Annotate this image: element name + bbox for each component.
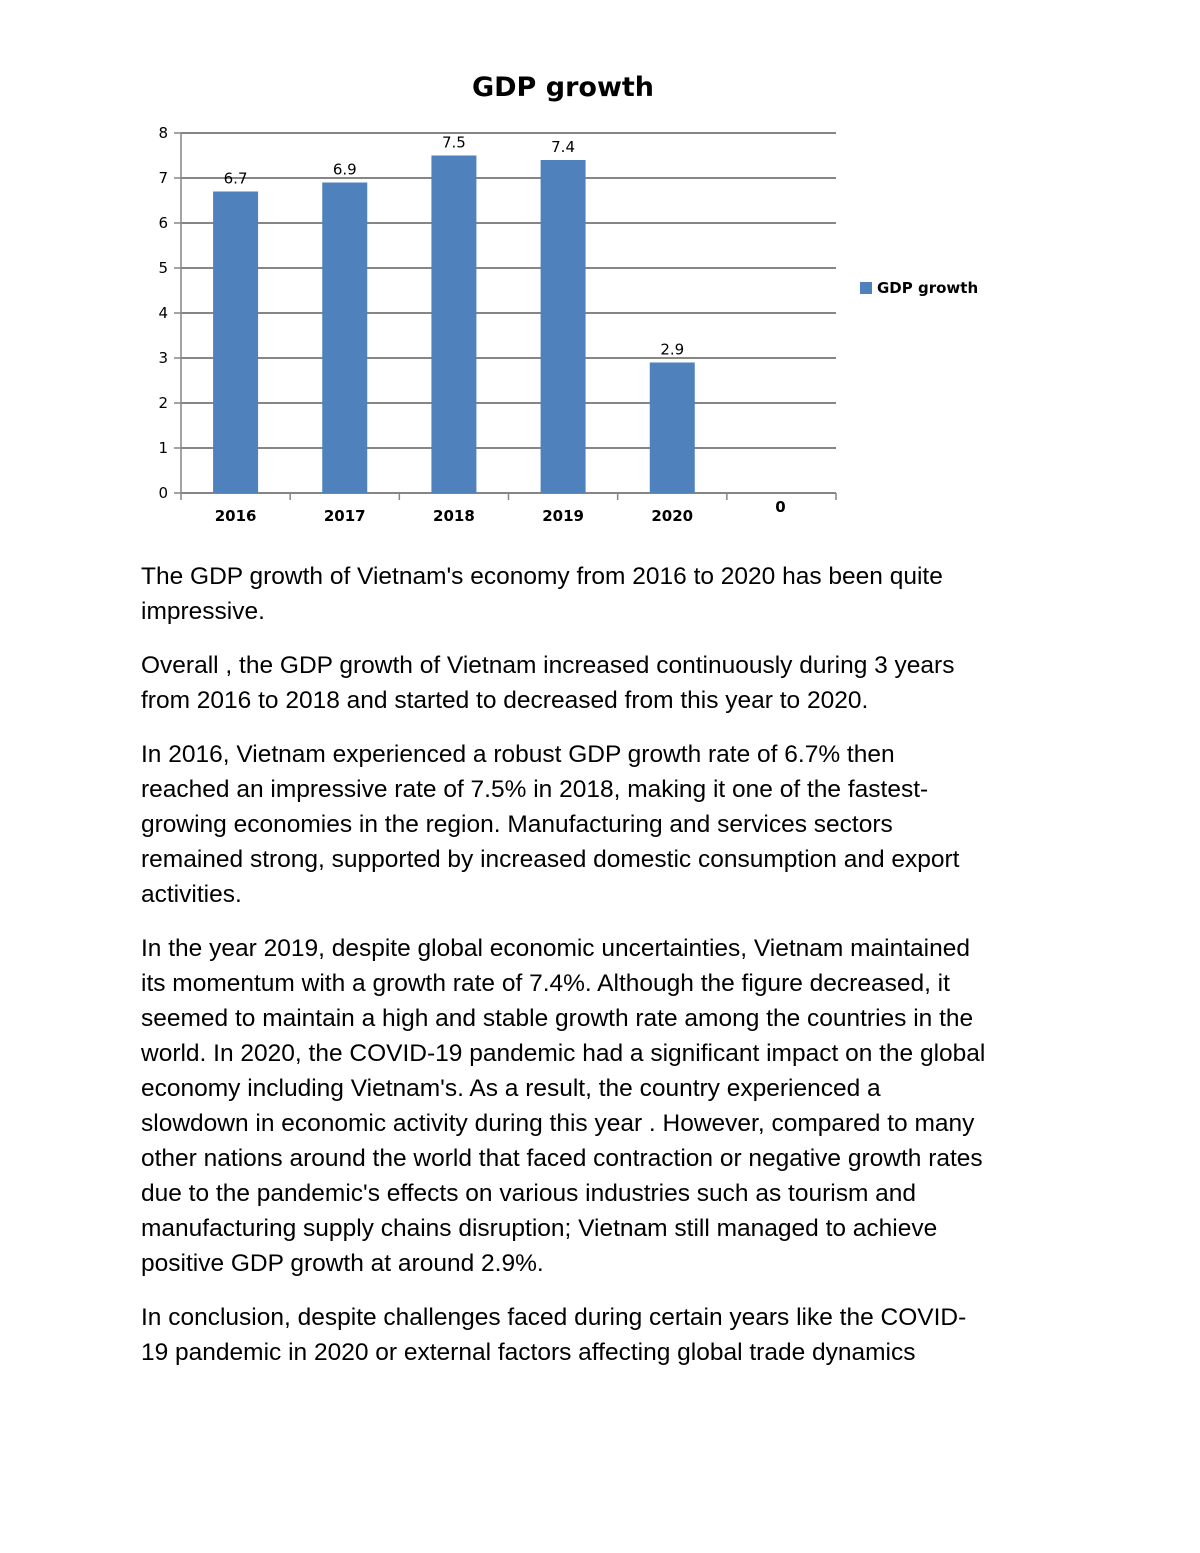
paragraph-line: The GDP growth of Vietnam's economy from 2016 to 2020 has been quite xyxy=(141,563,943,590)
paragraph-line: In conclusion, despite challenges faced during certain years like the COVID- xyxy=(141,1304,967,1331)
paragraph-line: economy including Vietnam's. As a result, the country experienced a xyxy=(141,1075,881,1102)
y-tick-label: 6 xyxy=(158,214,168,232)
paragraph xyxy=(141,648,1061,718)
y-tick-label: 2 xyxy=(158,394,168,412)
paragraph-line: other nations around the world that faced contraction or negative growth rates xyxy=(141,1145,983,1172)
chart-title: GDP growth xyxy=(471,72,655,103)
y-tick-label: 7 xyxy=(158,169,168,187)
y-tick-label: 5 xyxy=(158,259,168,277)
x-tick-label: 2019 xyxy=(542,507,584,525)
y-tick-label: 1 xyxy=(158,439,168,457)
paragraph-line: growing economies in the region. Manufacturing and services sectors xyxy=(141,811,893,838)
paragraph-line: activities. xyxy=(141,881,242,908)
paragraph-line: manufacturing supply chains disruption; Vietnam still managed to achieve xyxy=(141,1215,938,1242)
paragraph-line: Overall , the GDP growth of Vietnam increased continuously during 3 years xyxy=(141,652,955,679)
paragraph-line: 19 pandemic in 2020 or external factors affecting global trade dynamics xyxy=(141,1339,916,1366)
x-tick-label: 2016 xyxy=(214,507,257,525)
y-tick-label: 0 xyxy=(158,484,168,502)
paragraph xyxy=(141,737,1061,912)
paragraph-line: from 2016 to 2018 and started to decreased from this year to 2020. xyxy=(141,687,869,714)
paragraph xyxy=(141,1300,1061,1370)
bar-2017 xyxy=(322,183,367,494)
data-label: 7.4 xyxy=(551,138,576,156)
document-body xyxy=(141,559,1061,1389)
bar-2018 xyxy=(431,156,476,494)
paragraph-line: remained strong, supported by increased domestic consumption and export xyxy=(141,846,960,873)
y-tick-label: 3 xyxy=(158,349,168,367)
paragraph xyxy=(141,559,1061,629)
data-label: 2.9 xyxy=(660,340,685,359)
data-label: 6.9 xyxy=(332,160,357,179)
paragraph-line: seemed to maintain a high and stable growth rate among the countries in the xyxy=(141,1005,974,1032)
x-tick-label: 2020 xyxy=(651,507,694,525)
legend-label: GDP growth xyxy=(877,279,979,297)
data-label: 6.7 xyxy=(223,169,248,188)
y-tick-label: 4 xyxy=(158,304,168,322)
gdp-growth-chart xyxy=(0,0,1200,545)
bar-2016 xyxy=(213,192,258,494)
paragraph-line: impressive. xyxy=(141,598,265,625)
x-tick-label: 2018 xyxy=(433,507,475,525)
paragraph-line: In the year 2019, despite global economic uncertainties, Vietnam maintained xyxy=(141,935,970,962)
paragraph-line: due to the pandemic's effects on various industries such as tourism and xyxy=(141,1180,917,1207)
y-tick-label: 8 xyxy=(158,124,168,142)
legend-swatch xyxy=(860,282,872,294)
bar-2019 xyxy=(541,160,586,493)
paragraph-line: reached an impressive rate of 7.5% in 2018, making it one of the fastest- xyxy=(141,776,929,803)
paragraph-line: In 2016, Vietnam experienced a robust GDP growth rate of 6.7% then xyxy=(141,741,895,768)
paragraph-line: its momentum with a growth rate of 7.4%. Although the figure decreased, it xyxy=(141,970,950,997)
x-tick-label: 0 xyxy=(775,498,786,516)
chart-legend xyxy=(860,279,978,297)
paragraph-line: slowdown in economic activity during this year . However, compared to many xyxy=(141,1110,975,1137)
x-tick-label: 2017 xyxy=(323,507,366,525)
paragraph xyxy=(141,931,1061,1281)
bar-2020 xyxy=(650,363,695,494)
paragraph-line: positive GDP growth at around 2.9%. xyxy=(141,1250,544,1277)
data-label: 7.5 xyxy=(441,133,466,152)
paragraph-line: world. In 2020, the COVID-19 pandemic had a significant impact on the global xyxy=(141,1040,986,1067)
